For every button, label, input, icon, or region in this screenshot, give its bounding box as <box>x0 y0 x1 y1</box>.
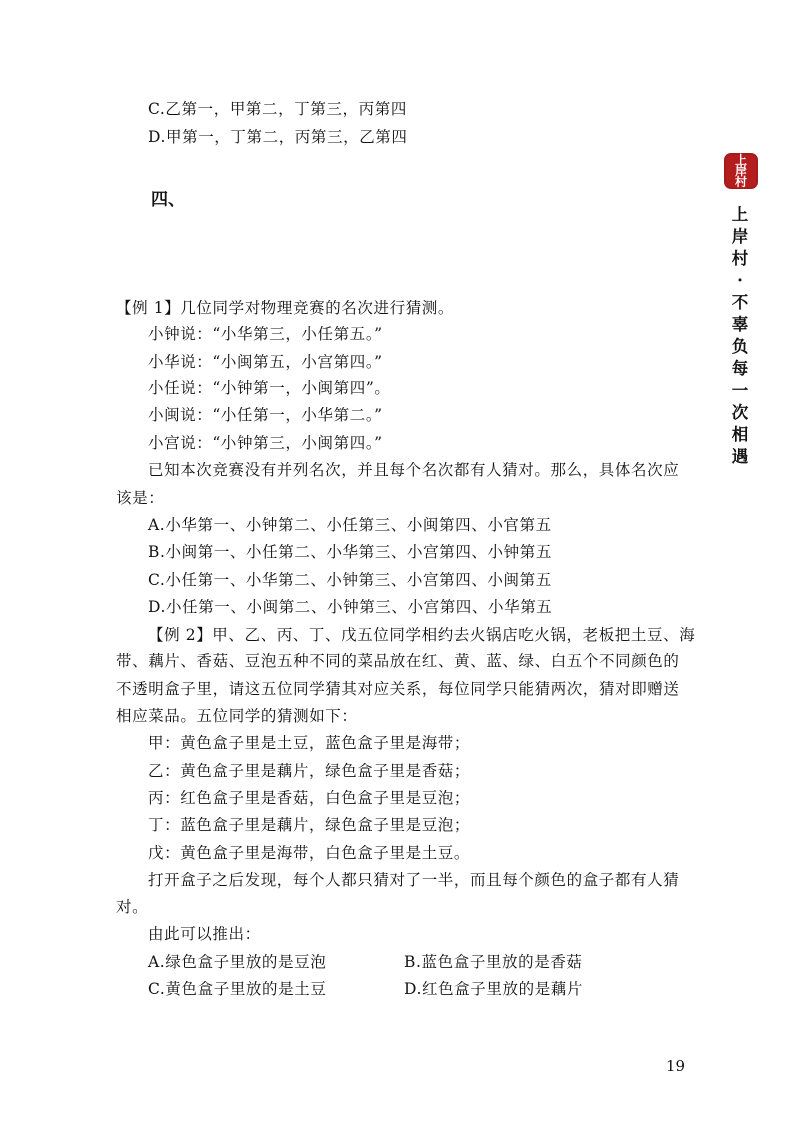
prev-option-d: D.甲第一，丁第二，丙第三，乙第四 <box>148 128 408 146</box>
prev-option-c: C.乙第一，甲第二，丁第三，丙第四 <box>148 100 407 118</box>
example1-option-d: D.小任第一、小闽第二、小钟第三、小宫第四、小华第五 <box>148 598 553 616</box>
example2-text: 不透明盒子里，请这五位同学猜其对应关系，每位同学只能猜两次，猜对即赠送 <box>116 680 680 698</box>
example2-text: 相应菜品。五位同学的猜测如下： <box>116 707 358 725</box>
example2-option-b: B.蓝色盒子里放的是香菇 <box>404 953 583 971</box>
example2-option-a: A.绿色盒子里放的是豆泡 <box>148 953 327 971</box>
example1-quote: 小宫说：“小钟第三，小闽第四。” <box>148 434 383 452</box>
example2-guess: 丙：红色盒子里是香菇，白色盒子里是豆泡； <box>148 789 471 807</box>
example1-question: 已知本次竞赛没有并列名次，并且每个名次都有人猜对。那么，具体名次应 <box>148 461 680 479</box>
section-heading: 四、 <box>151 190 185 210</box>
example2-guess: 戊：黄色盒子里是海带，白色盒子里是土豆。 <box>148 844 471 862</box>
example2-guess: 丁：蓝色盒子里是藕片，绿色盒子里是豆泡； <box>148 816 471 834</box>
example2-guess: 甲：黄色盒子里是土豆，蓝色盒子里是海带； <box>148 734 471 752</box>
example1-title: 【例 1】几位同学对物理竞赛的名次进行猜测。 <box>116 299 454 317</box>
brand-logo: 上岸村 <box>724 153 758 189</box>
example1-option-b: B.小闽第一、小任第二、小华第三、小宫第四、小钟第五 <box>148 543 552 561</box>
example2-text: 带、藕片、香菇、豆泡五种不同的菜品放在红、黄、蓝、绿、白五个不同颜色的 <box>116 652 680 670</box>
example1-quote: 小钟说：“小华第三，小任第五。” <box>148 325 383 343</box>
example1-quote: 小闽说：“小任第一，小华第二。” <box>148 406 383 424</box>
example1-quote: 小任说：“小钟第一，小闽第四”。 <box>148 379 391 397</box>
example2-deduce: 由此可以推出： <box>148 925 261 943</box>
example2-guess: 乙：黄色盒子里是藕片，绿色盒子里是香菇； <box>148 762 471 780</box>
example1-option-a: A.小华第一、小钟第二、小任第三、小闽第四、小官第五 <box>148 516 552 534</box>
example1-question: 该是： <box>116 489 165 507</box>
example1-option-c: C.小任第一、小华第二、小钟第三、小宫第四、小闽第五 <box>148 571 552 589</box>
page-number: 19 <box>666 1057 686 1075</box>
example2-finding: 对。 <box>116 898 149 916</box>
example1-quote: 小华说：“小闽第五，小宫第四。” <box>148 353 383 371</box>
example2-text: 【例 2】甲、乙、丙、丁、戊五位同学相约去火锅店吃火锅，老板把土豆、海 <box>148 626 696 644</box>
brand-slogan: 上岸村·不辜负每一次相遇 <box>731 205 749 466</box>
example2-finding: 打开盒子之后发现，每个人都只猜对了一半，而且每个颜色的盒子都有人猜 <box>148 871 680 889</box>
example2-option-c: C.黄色盒子里放的是土豆 <box>148 980 327 998</box>
example2-option-d: D.红色盒子里放的是藕片 <box>404 980 584 998</box>
